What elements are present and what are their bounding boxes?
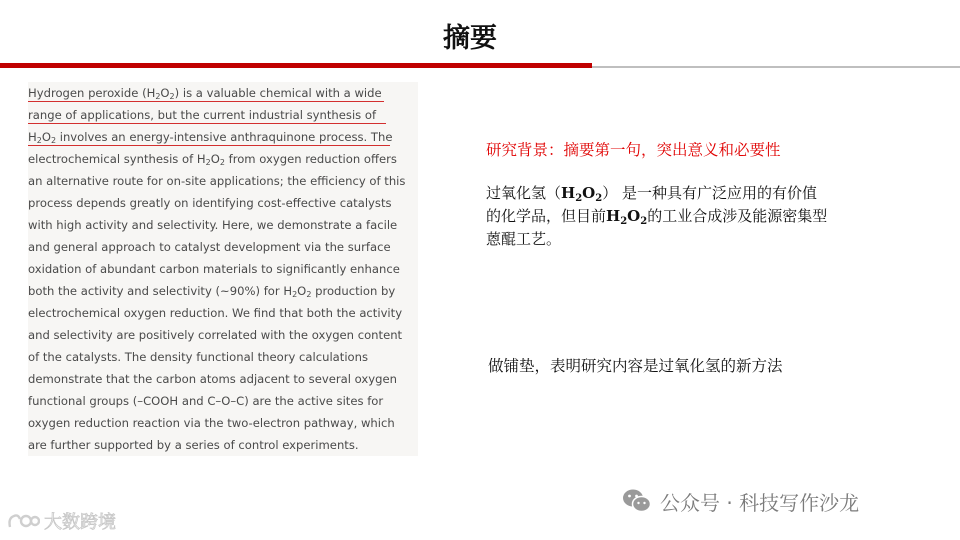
translation-line-1: 过氧化氢$(H_2O_2)$ 是一种具有广泛应用的有价值 [486,184,817,204]
chinese-translation [486,182,906,251]
abstract-line: with high activity and selectivity. Here, we demonstrate a facile [28,218,398,232]
brand-logo-icon [6,510,40,532]
slide-title: 摘要 [443,23,497,54]
purpose-note: 做铺垫，表明研究内容是过氧化氢的新方法 [488,357,783,375]
wechat-icon [622,488,652,514]
abstract-line: oxygen reduction reaction via the two-electron pathway, which [28,416,395,430]
abstract-line: process depends greatly on identifying cost-effective catalysts [28,196,392,210]
abstract-text-block [28,82,418,456]
abstract-line: oxidation of abundant carbon materials to significantly enhance [28,262,400,276]
title-divider-red [0,63,592,68]
translation-line-2: 的化学品，但目前$H_2O_2$的工业合成涉及能源密集型 [486,207,828,227]
abstract-line: both the activity and selectivity (~90%) for $H_2O_2$ production by [28,284,396,299]
abstract-line: electrochemical oxygen reduction. We find that both the activity [28,306,403,320]
abstract-line: are further supported by a series of control experiments. [28,438,359,452]
watermark [6,508,116,534]
abstract-line: of the catalysts. The density functional theory calculations [28,350,369,364]
abstract-line: and general approach to catalyst development via the surface [28,240,391,254]
abstract-line: Hydrogen peroxide $(H_2O_2)$ is a valuable chemical with a wide [28,82,418,104]
abstract-line: and selectivity are positively correlated with the oxygen content [28,328,403,342]
research-background-label: 研究背景：摘要第一句，突出意义和必要性 [486,141,781,159]
abstract-line: demonstrate that the carbon atoms adjacent to several oxygen [28,372,397,386]
abstract-line: an alternative route for on-site applications; the efficiency of this [28,174,406,188]
wechat-account-label: 公众号 · 科技写作沙龙 [660,490,860,515]
title-divider-gray [592,66,960,68]
translation-line-3: 蒽醌工艺。 [486,230,562,248]
abstract-line: $H_2O_2$ involves an energy-intensive anthraquinone process. The [28,126,418,148]
watermark-label: 大数跨境 [44,512,116,533]
abstract-line: functional groups (–COOH and C–O–C) are the active sites for [28,394,384,408]
abstract-line: range of applications, but the current industrial synthesis of [28,104,418,126]
wechat-footer [622,486,859,516]
abstract-line: electrochemical synthesis of $H_2O_2$ from oxygen reduction offers [28,152,397,167]
